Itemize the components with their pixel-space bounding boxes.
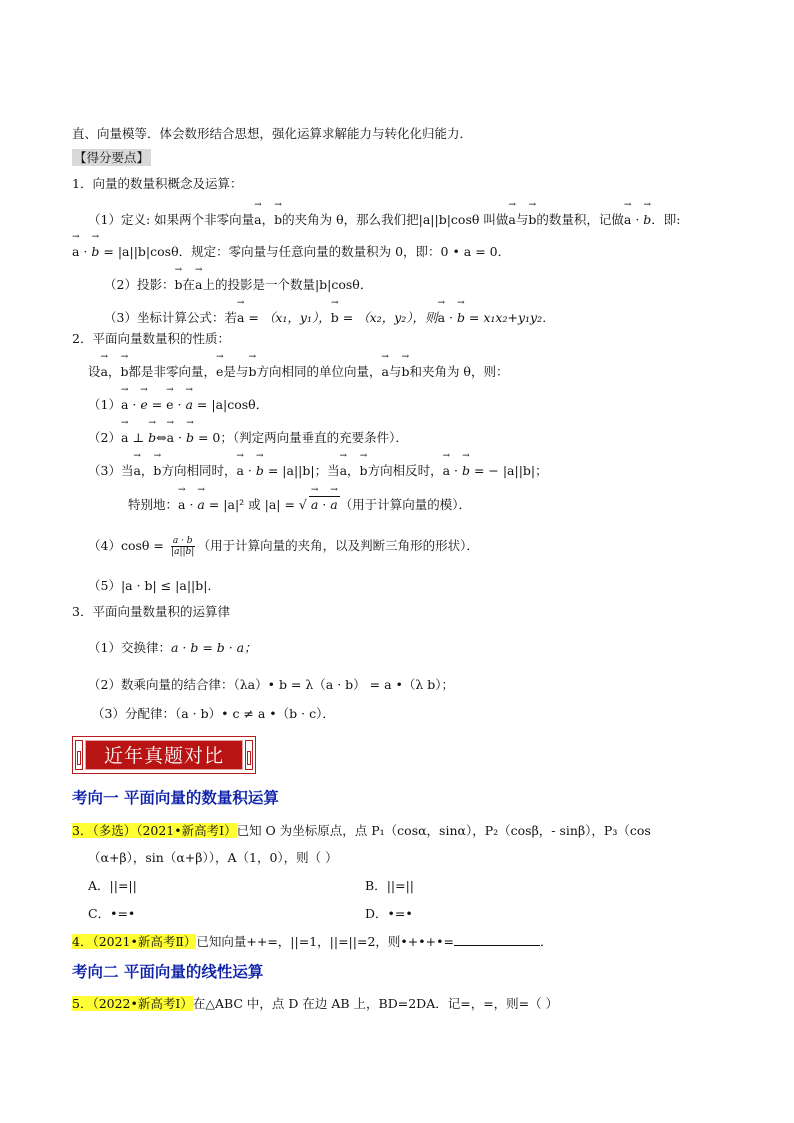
law-commutative: （1）交换律：a · b = b · a； <box>88 640 257 655</box>
definition-formula: → a · → b = |a||b|cosθ．规定：零向量与任意向量的数量积为 0，即：0 • a = 0． <box>72 244 510 260</box>
law-associative: （2）数乘向量的结合律：（λa）• b = λ（a · b） = a •（λ b）； <box>88 677 455 692</box>
question-3: 3．（多选）（2021•新高考Ⅰ）已知 O 为坐标原点，点 P₁（cosα，sinα），P₂（cosβ，- sinβ），P₃（cos <box>72 823 651 838</box>
property-5: （5）|a · b| ≤ |a||b|． <box>88 578 220 593</box>
question-3-line-2: （α+β），sin（α+β）），A（1，0），则（ ） <box>88 850 338 865</box>
question-5: 5．（2022•新高考Ⅰ）在△ABC 中，点 D 在边 AB 上，BD=2DA．记=，=，则=（ ） <box>72 996 559 1011</box>
question-5-tag: 5．（2022•新高考Ⅰ） <box>72 996 193 1011</box>
section-3-heading: 3．平面向量数量积的运算律 <box>72 604 230 619</box>
question-3-tag: 3．（多选）（2021•新高考Ⅰ） <box>72 823 237 838</box>
banner-ornament-left <box>75 740 83 770</box>
cos-fraction: $\frac{a \cdot b}{|a||b|}$ <box>171 536 195 557</box>
topic-2-title: 考向二 平面向量的线性运算 <box>72 963 264 981</box>
property-4: （4）cosθ = $\frac{a \cdot b}{|a||b|}$ （用于计算向量的夹角，以及判断三角形的形状）． <box>88 536 479 557</box>
law-distributive: （3）分配律：（a · b）• c ≠ a •（b · c）． <box>92 706 335 721</box>
option-b: B．||=|| <box>365 878 415 893</box>
definition-line: （1）定义: 如果两个非零向量→ a，→ b的夹角为 θ，那么我们把|a||b|cosθ 叫做→ a与→ b的数量积，记做→ a · → b．即: <box>88 212 681 228</box>
option-d: D．•=• <box>365 906 413 921</box>
topic-1-title: 考向一 平面向量的数量积运算 <box>72 789 279 807</box>
intro-text: 直、向量模等．体会数形结合思想，强化运算求解能力与转化化归能力． <box>72 126 473 141</box>
property-1: （1）→ a · → e = → e · → a = |a|cosθ． <box>88 397 268 413</box>
premise-line: 设→ a，→ b都是非零向量，→ e是与→ b方向相同的单位向量，→ a与→ b和夹角为 θ，则： <box>88 364 508 380</box>
question-4: 4．（2021•新高考Ⅱ）已知向量++=，||=1，||=||=2，则•+•+•= ． <box>72 934 553 949</box>
answer-blank[interactable] <box>454 933 540 946</box>
coordinate-formula-line: （3）坐标计算公式：若→ a = （x₁，y₁），→ b = （x₂，y₂），则→ a · → b = x₁x₂+y₁y₂． <box>104 310 555 326</box>
option-c: C．•=• <box>88 906 136 921</box>
property-2: （2）→ a ⊥ → b⇔→ a · → b = 0；（判定两向量垂直的充要条件）． <box>88 430 408 446</box>
section-2-heading: 2．平面向量数量积的性质： <box>72 331 230 346</box>
property-3-special: 特别地：→ a · → a = |a|² 或 |a| = √ → a · → a （用于计算向量的模）． <box>128 496 471 513</box>
banner-label: 近年真题对比 <box>85 740 243 770</box>
recent-exams-banner <box>72 736 256 774</box>
projection-line: （2）投影：→ b在→ a上的投影是一个数量|b|cosθ． <box>104 277 372 293</box>
option-a: A．||=|| <box>88 878 137 893</box>
question-4-tag: 4．（2021•新高考Ⅱ） <box>72 934 197 949</box>
key-points-badge: 【得分要点】 <box>74 150 150 165</box>
section-1-heading: 1．向量的数量积概念及运算： <box>72 176 243 191</box>
banner-ornament-right <box>245 740 253 770</box>
property-3: （3）当→ a，→ b方向相同时，→ a · → b = |a||b|；当→ a，→ b方向相反时，→ a · → b = − |a||b|； <box>88 463 548 479</box>
